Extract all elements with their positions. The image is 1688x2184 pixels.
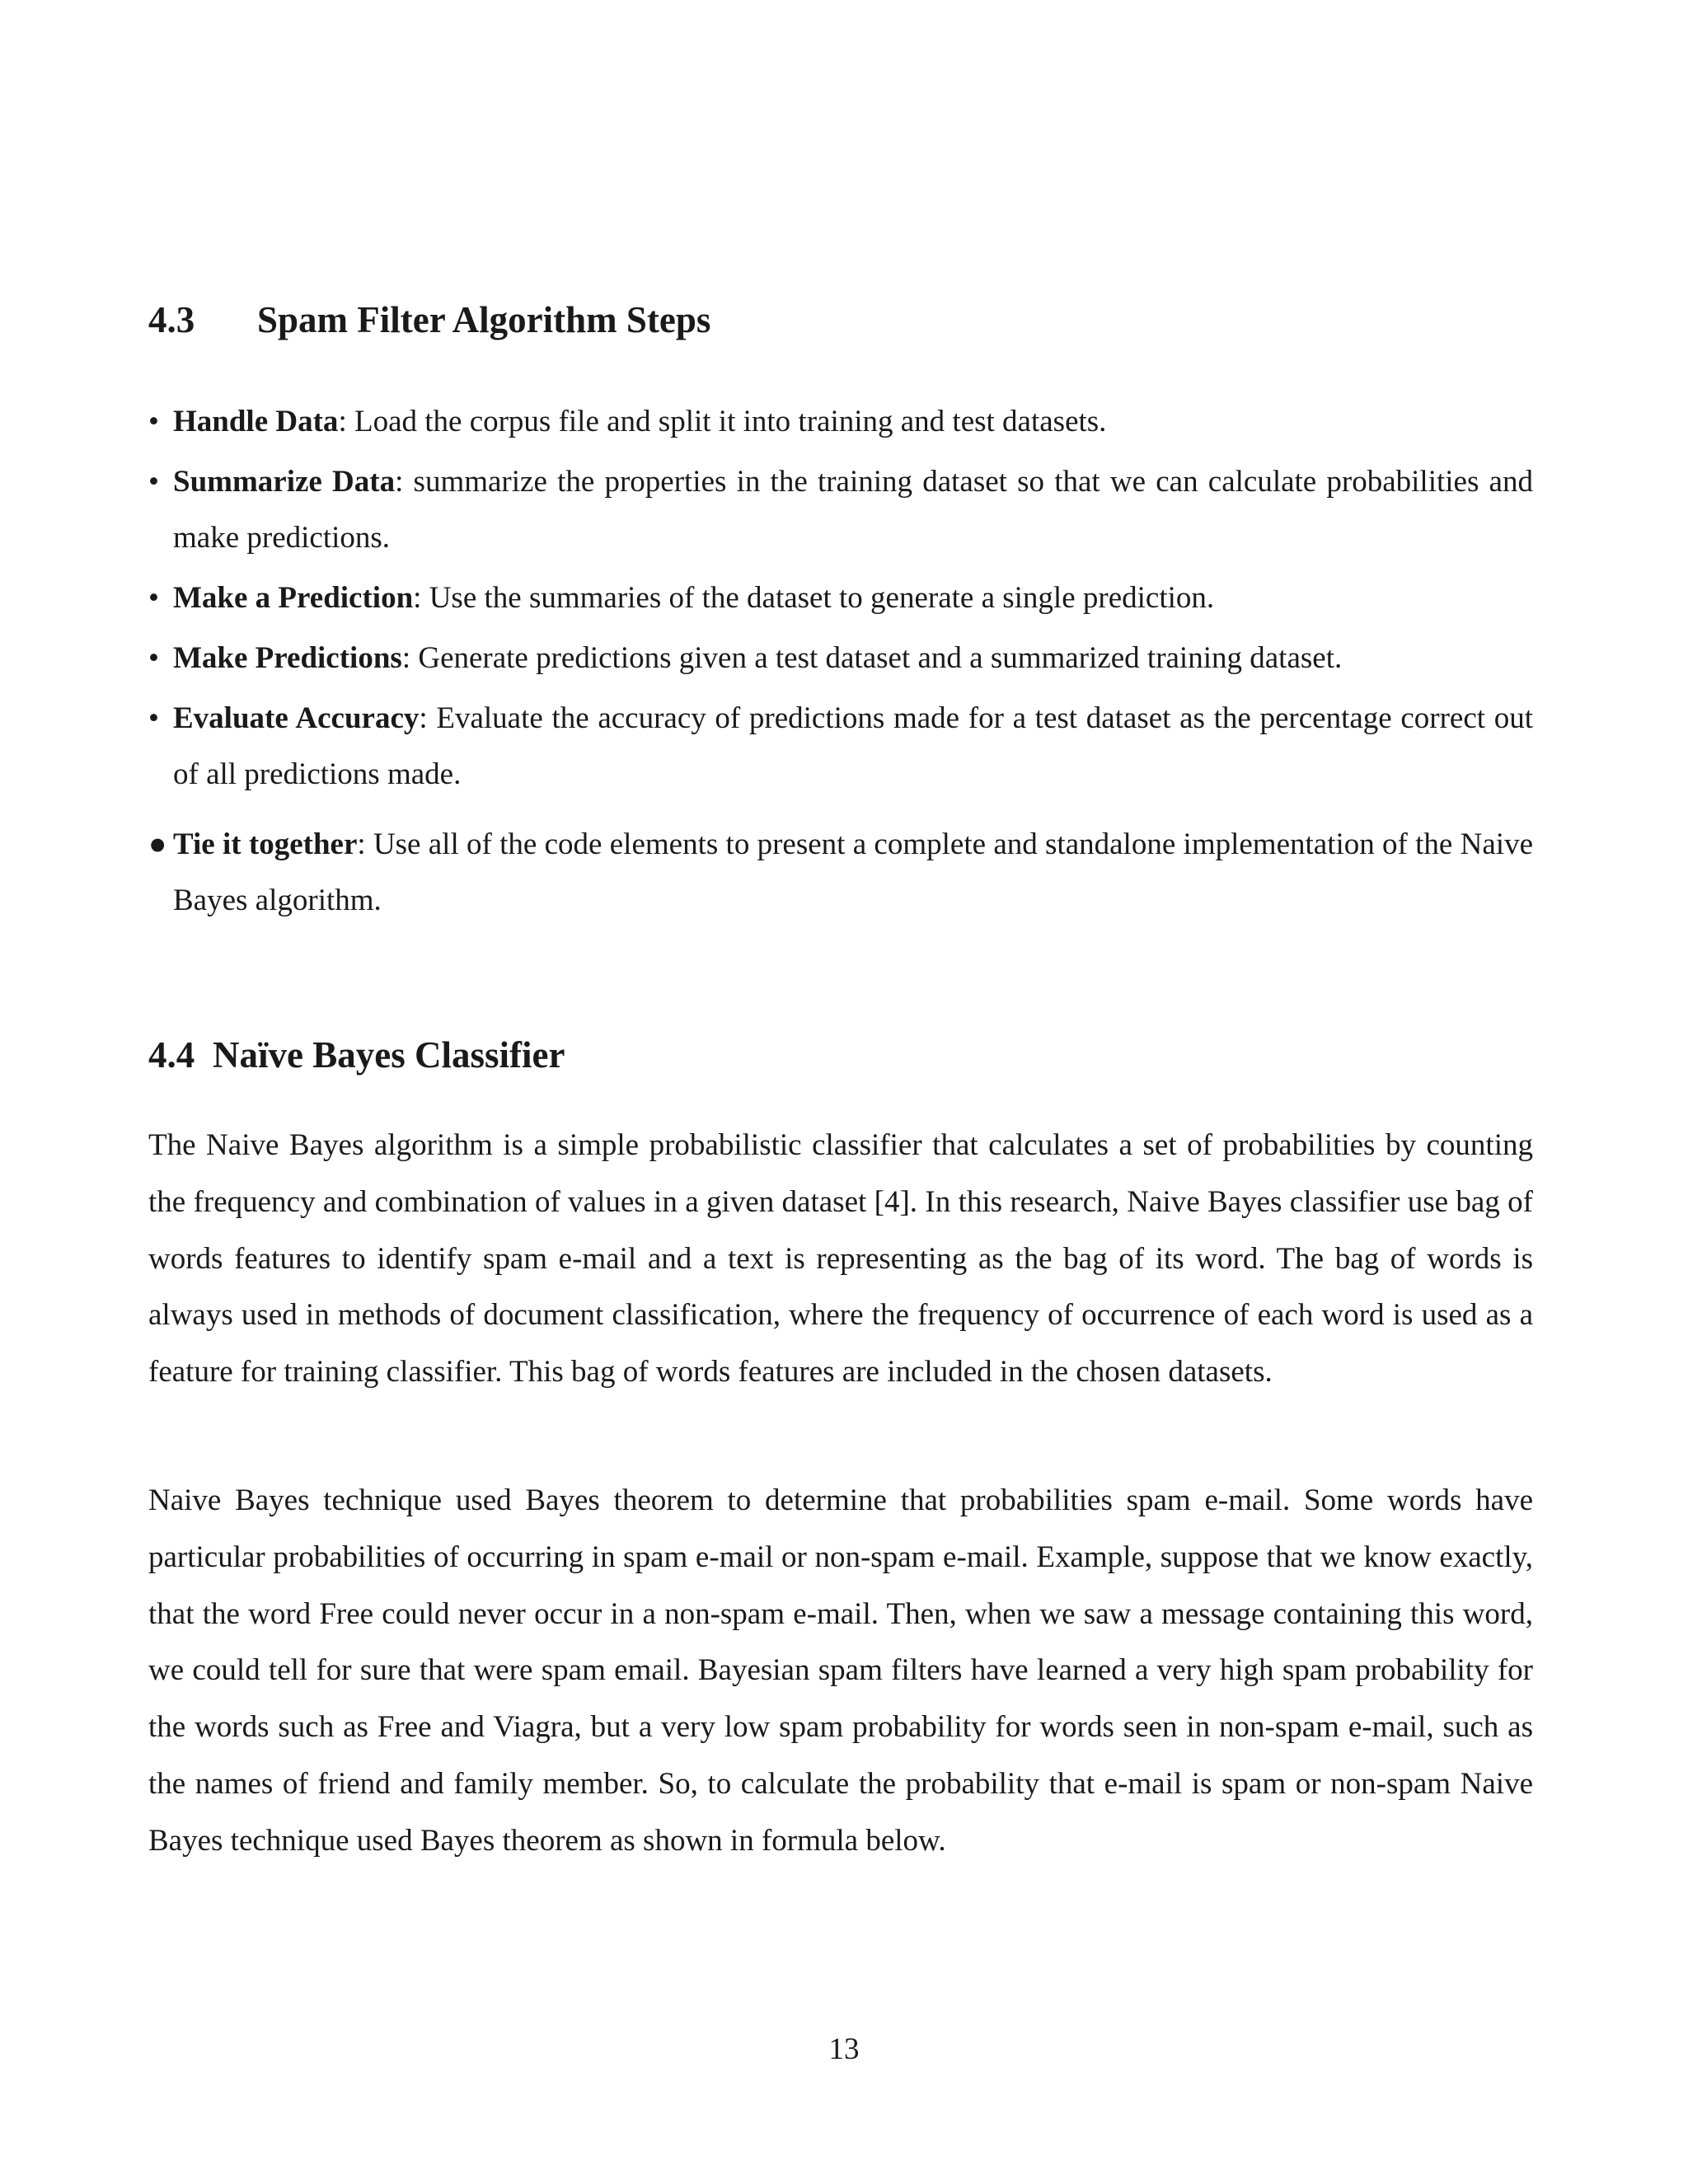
step-term: Handle Data bbox=[173, 405, 339, 438]
section-number: 4.4 bbox=[148, 1034, 195, 1076]
step-term: Tie it together bbox=[173, 827, 358, 861]
section-heading-4-4 bbox=[148, 1033, 565, 1077]
step-text: : Use the summaries of the dataset to generate a single prediction. bbox=[413, 581, 1215, 615]
section-heading-4-3 bbox=[148, 298, 710, 342]
bullet-icon: • bbox=[148, 465, 159, 499]
step-term: Summarize Data bbox=[173, 465, 396, 499]
bullet-icon: • bbox=[148, 581, 159, 615]
bullet-icon: • bbox=[148, 641, 159, 675]
bullet-icon: • bbox=[148, 405, 159, 438]
step-text: : summarize the properties in the training dataset so that we can calculate probabilities and make predictions. bbox=[173, 465, 1533, 555]
step-term: Make Predictions bbox=[173, 641, 402, 675]
list-item bbox=[148, 454, 1533, 566]
list-item bbox=[148, 394, 1533, 450]
list-item bbox=[148, 630, 1533, 687]
step-text: : Evaluate the accuracy of predictions made for a test dataset as the percentage correct out of all predictions made. bbox=[173, 701, 1533, 791]
section-number: 4.3 bbox=[148, 299, 195, 340]
page-number: 13 bbox=[828, 2032, 860, 2066]
list-item bbox=[148, 817, 1533, 929]
algorithm-steps-list bbox=[148, 394, 1533, 933]
body-paragraph: The Naive Bayes algorithm is a simple probabilistic classifier that calculates a set of probabilities by counting the frequency and combination of values in a given dataset [4]. In this research, Naive Bayes classifier use bag of words features to identify spam e-mail and a text is representing as the bag of its word. The bag of words is always used in methods of document classification, where the frequency of occurrence of each word is used as a feature for training classifier. This bag of words features are included in the chosen datasets. bbox=[148, 1128, 1533, 1390]
list-item bbox=[148, 691, 1533, 803]
step-text: : Use all of the code elements to present a complete and standalone implementation of the Naive Bayes algorithm. bbox=[173, 827, 1533, 917]
step-text: : Generate predictions given a test dataset and a summarized training dataset. bbox=[401, 641, 1343, 675]
bullet-icon: ● bbox=[148, 827, 167, 861]
step-term: Make a Prediction bbox=[173, 581, 414, 615]
section-title: Naïve Bayes Classifier bbox=[213, 1034, 565, 1076]
section-title: Spam Filter Algorithm Steps bbox=[257, 299, 711, 340]
step-text: : Load the corpus file and split it into training and test datasets. bbox=[338, 405, 1107, 438]
body-paragraph: Naive Bayes technique used Bayes theorem to determine that probabilities spam e-mail. Some words have particular probabilities of occurring in spam e-mail or non-spam e-mail. Example, suppose that we know exactly, that the word Free could never occur in a non-spam e-mail. Then, when we saw a message containing this word, we could tell for sure that were spam email. Bayesian spam filters have learned a very high spam probability for the words such as Free and Viagra, but a very low spam probability for words seen in non-spam e-mail, such as the names of friend and family member. So, to calculate the probability that e-mail is spam or non-spam Naive Bayes technique used Bayes theorem as shown in formula below. bbox=[148, 1483, 1533, 1858]
step-term: Evaluate Accuracy bbox=[173, 701, 420, 735]
bullet-icon: • bbox=[148, 701, 159, 735]
list-item bbox=[148, 570, 1533, 626]
